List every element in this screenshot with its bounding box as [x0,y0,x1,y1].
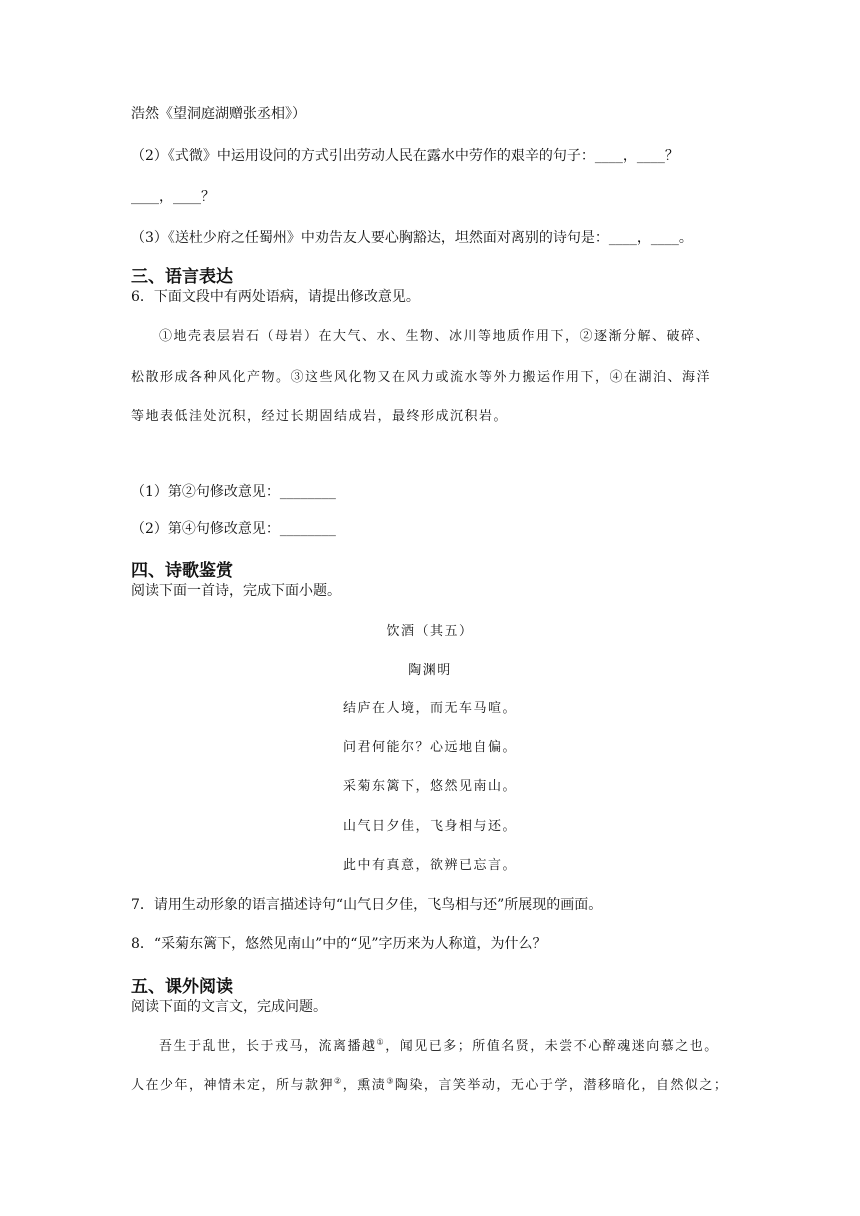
footnote-marker-3: ③ [386,1076,395,1086]
question-6-sub1: （1）第②句修改意见：________ [131,484,336,500]
section-heading-5: 五、课外阅读 [131,977,233,997]
passage-line-3: 等地表低洼处沉积，经过长期固结成岩，最终形成沉积岩。 [131,409,509,424]
question-5-2-line2: ____，____？ [131,189,215,205]
footnote-marker-2: ② [334,1076,343,1086]
poem-line-5: 此中有真意，欲辨已忘言。 [342,858,517,873]
poem-line-1: 结庐在人境，而无车马喧。 [342,701,517,716]
section-5-intro: 阅读下面的文言文，完成问题。 [131,999,327,1015]
section-heading-4: 四、诗歌鉴赏 [131,561,233,581]
question-6-sub2: （2）第④句修改意见：________ [131,521,336,537]
question-5-2-line1: （2）《式微》中运用设问的方式引出劳动人民在露水中劳作的艰辛的句子：____，____？ [131,148,679,164]
classical-text-line-2: 人在少年，神情未定，所与款狎②，熏渍③陶染，言笑举动，无心于学，潜移暗化，自然似之； [131,1076,729,1093]
question-6: 6．下面文段中有两处语病，请提出修改意见。 [131,289,420,305]
poem-line-2: 问君何能尔？心远地自偏。 [342,740,517,755]
passage-line-2: 松散形成各种风化产物。③这些风化物又在风力或流水等外力搬运作用下，④在湖泊、海洋 [131,370,712,385]
footnote-marker-1: ① [376,1037,386,1047]
poem-author: 陶渊明 [408,663,452,678]
text-line-top: 浩然《望洞庭湖赠张丞相》） [131,106,306,122]
section-4-intro: 阅读下面一首诗，完成下面小题。 [131,583,341,599]
question-5-3: （3）《送杜少府之任蜀州》中劝告友人要心胸豁达，坦然面对离别的诗句是：____，____。 [131,230,693,246]
question-7: 7．请用生动形象的语言描述诗句“山气日夕佳，飞鸟相与还”所展现的画面。 [131,897,603,913]
question-8: 8．“采菊东篱下，悠然见南山”中的“见”字历来为人称道，为什么？ [131,936,547,952]
classical-text-line-1: 吾生于乱世，长于戎马，流离播越①，闻见已多；所值名贤，未尝不心醉魂迷向慕之也。 [159,1037,719,1054]
passage-line-1: ①地壳表层岩石（母岩）在大气、水、生物、冰川等地质作用下，②逐渐分解、破碎、 [159,329,711,344]
poem-line-3: 采菊东篱下，悠然见南山。 [342,779,517,794]
section-heading-3: 三、语言表达 [131,267,233,287]
poem-line-4: 山气日夕佳，飞身相与还。 [342,819,517,834]
poem-title: 饮酒（其五） [386,624,474,639]
